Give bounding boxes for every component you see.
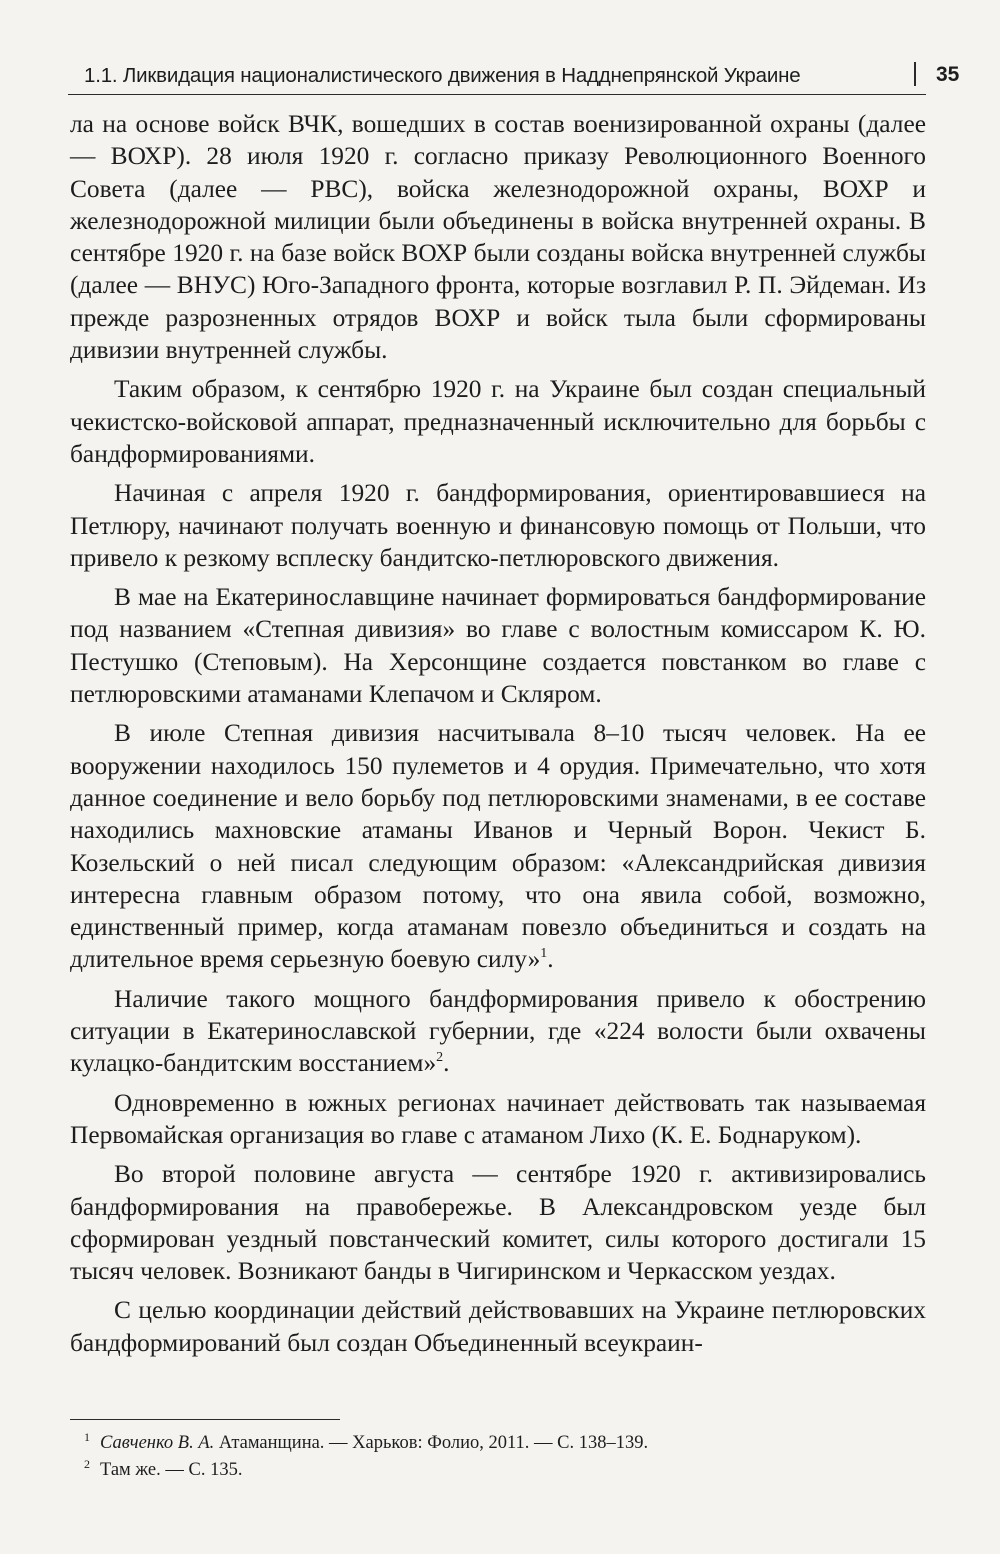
running-header: [68, 58, 960, 95]
paragraph-6-text: Наличие такого мощного бандформирования привело к обострению ситуации в Екатеринославской губернии, где «224 волости были охвачены кулацко-бандитским восстанием»: [70, 984, 926, 1078]
paragraph-2: Таким образом, к сентябрю 1920 г. на Украине был создан специальный чекистско-войсковой аппарат, предназначенный исключительно для борьбы с бандформированиями.: [70, 375, 926, 468]
footnote-mark: 1: [84, 1430, 90, 1444]
paragraph-5: В июле Степная дивизия насчитывала 8–10 тысяч человек. На ее вооружении находилось 150 пулеметов и 4 орудия. Примечательно, что хотя данное соединение и вело борьбу под петлюровскими знаменами, в ее составе находились махновские атаманы Иванов и Черный Ворон. Чекист Б. Козельский о ней писал следующим образом: «Александрийская дивизия интересна главным образом потому, что она явила собой, возможно, единственный пример, когда атаманам повезло объединиться и создать на длительное время серьезную боевую силу»$^1$.: [70, 719, 926, 974]
footnote-divider: [70, 1419, 340, 1420]
paragraph-4: В мае на Екатеринославщине начинает формироваться бандформирование под названием «Степная дивизия» во главе с волостным комиссаром К. Ю. Пестушко (Степовым). На Херсонщине создается повстанком во главе с петлюровскими атаманами Клепачом и Скляром.: [70, 583, 926, 709]
footnote-mark: 2: [84, 1457, 90, 1471]
paragraph-9: С целью координации действий действовавших на Украине петлюровских бандформирований был создан Объединенный всеукраин-: [70, 1296, 926, 1357]
paragraph-7: Одновременно в южных регионах начинает действовать так называемая Первомайская организация во главе с атаманом Лихо (К. Е. Боднаруком).: [70, 1088, 926, 1149]
paragraph-3: Начиная с апреля 1920 г. бандформирования, ориентировавшиеся на Петлюру, начинают получать военную и финансовую помощь от Польши, что привело к резкому всплеску бандитско-петлюровского движения.: [70, 479, 926, 572]
page-number: 35: [936, 63, 960, 86]
body-text: [70, 108, 926, 1359]
footnote-text: Атаманщина. — Харьков: Фолио, 2011. — С. 138–139.: [218, 1433, 649, 1453]
paragraph-1: ла на основе войск ВЧК, вошедших в состав военизированной охраны (далее — ВОХР). 28 июля 1920 г. согласно приказу Революционного Военного Совета (далее — РВС), войска железнодорожной охраны, ВОХР и железнодорожной милиции были объединены в войска внутренней охраны. В сентябре 1920 г. на базе войск ВОХР были созданы войска внутренней службы (далее — ВНУС) Юго-Западного фронта, которые возглавил Р. П. Эйдеман. Из прежде разрозненных отрядов ВОХР и войск тыла были сформированы дивизии внутренней службы.: [70, 110, 926, 365]
footnote-author: Савченко В. А.: [100, 1433, 215, 1453]
paragraph-8: Во второй половине августа — сентябре 1920 г. активизировались бандформирования на правобережье. В Александровском уезде был сформирован уездный повстанческий комитет, силы которого достигали 15 тысяч человек. Возникают банды в Чигиринском и Черкасском уездах.: [70, 1160, 926, 1286]
footnotes: [84, 1430, 920, 1484]
footnote-ref-1[interactable]: 1: [540, 946, 548, 962]
paragraph-6: Наличие такого мощного бандформирования привело к обострению ситуации в Екатеринославской губернии, где «224 волости были охвачены кулацко-бандитским восстанием»$^2$.: [70, 984, 926, 1078]
footnote-1: [84, 1430, 920, 1457]
footnote-2: [84, 1457, 920, 1484]
header-separator: [914, 62, 916, 86]
footnote-text: Там же. — С. 135.: [100, 1460, 243, 1480]
running-title: 1.1. Ликвидация националистического движения в Надднепрянской Украине: [84, 64, 801, 87]
paragraph-5-text: В июле Степная дивизия насчитывала 8–10 тысяч человек. На ее вооружении находилось 150 пулеметов и 4 орудия. Примечательно, что хотя данное соединение и вело борьбу под петлюровскими знаменами, в ее составе находились махновские атаманы Иванов и Черный Ворон. Чекист Б. Козельский о ней писал следующим образом: «Александрийская дивизия интересна главным образом потому, что она явила собой, возможно, единственный пример, когда атаманам повезло объединиться и создать на длительное время серьезную боевую силу»: [70, 719, 926, 974]
footnote-ref-2[interactable]: 2: [436, 1050, 444, 1066]
